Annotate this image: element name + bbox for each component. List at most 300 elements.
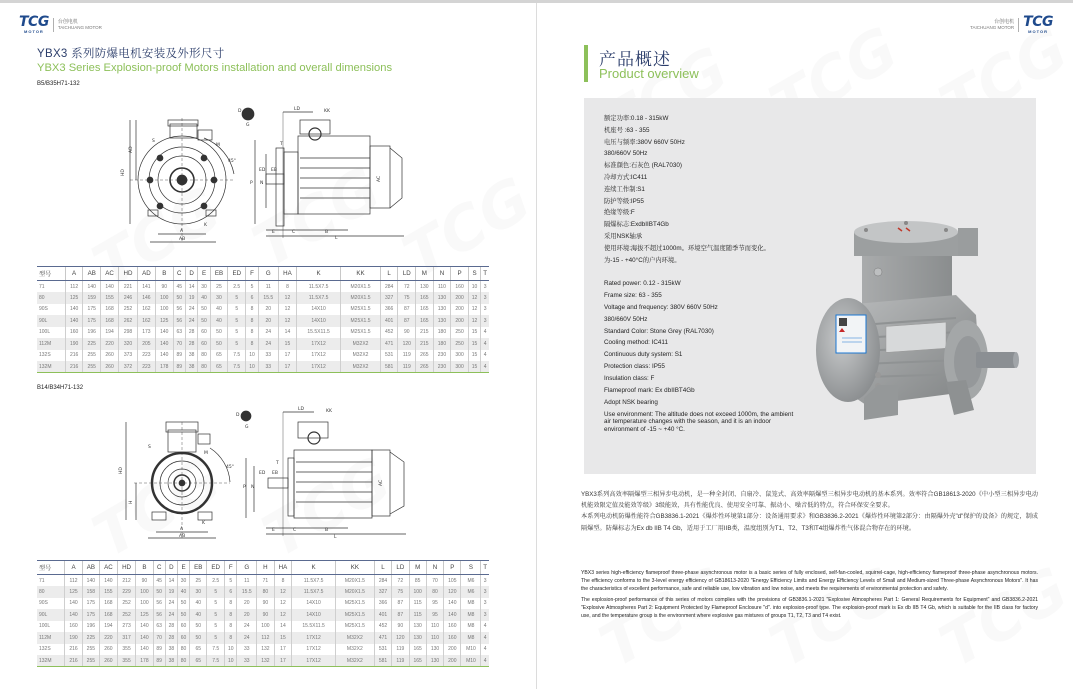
- dimension-cell: 7.5: [207, 655, 225, 667]
- dimension-cell: M8: [461, 621, 481, 633]
- dimension-cell: 115: [409, 598, 426, 610]
- dimension-cell: 190: [65, 338, 83, 350]
- dimension-cell: 56: [153, 609, 165, 621]
- dimension-cell: M25X1.5: [341, 304, 381, 316]
- dimension-cell: 260: [100, 655, 118, 667]
- dimension-cell: 14X10: [297, 304, 341, 316]
- dimension-cell: 33: [237, 655, 257, 667]
- dimension-cell: 50: [173, 292, 185, 304]
- dimension-cell: 40: [210, 315, 227, 327]
- dimension-cell: 14: [165, 575, 177, 587]
- dimension-cell: 355: [117, 655, 135, 667]
- svg-text:A: A: [180, 229, 184, 234]
- description-cn: [581, 489, 1038, 534]
- dimension-cell: 20: [258, 304, 278, 316]
- overview-title-cn: 产品概述: [599, 50, 671, 69]
- dimension-cell: 14X10: [297, 315, 341, 327]
- dimension-cell: 194: [100, 621, 118, 633]
- dimension-cell: 17X12: [297, 350, 341, 362]
- dimension-cell: 63: [173, 327, 185, 339]
- dimension-cell: 19: [165, 586, 177, 598]
- dimension-cell: 165: [416, 292, 434, 304]
- svg-text:L: L: [334, 535, 337, 540]
- dimension-cell: 5: [207, 586, 225, 598]
- dimension-cell: 11: [237, 575, 257, 587]
- dimension-cell: 50: [190, 621, 207, 633]
- spec-item: 380/660V 50Hz: [604, 315, 648, 323]
- dimension-cell: 5: [207, 609, 225, 621]
- dimension-cell: M32X2: [335, 632, 374, 644]
- dimension-cell: M25X1.5: [341, 315, 381, 327]
- dimension-cell: 12: [274, 609, 292, 621]
- spec-item: 为-15 - +40°C的户内环境。: [604, 256, 681, 264]
- table-row: [37, 327, 489, 339]
- dimension-drawing-b14: [100, 403, 420, 543]
- dimension-cell: 215: [416, 327, 434, 339]
- svg-text:A: A: [180, 527, 184, 532]
- svg-text:T: T: [280, 142, 283, 147]
- dimension-cell: 45: [153, 575, 165, 587]
- dimension-cell: 17X12: [292, 655, 335, 667]
- dimension-cell: 5: [207, 621, 225, 633]
- model-cell: 80: [37, 586, 65, 598]
- spec-item: 380/660V 50Hz: [604, 150, 648, 158]
- dimension-cell: M32X2: [335, 655, 374, 667]
- dimension-cell: 10: [468, 281, 480, 293]
- dimension-cell: 17: [278, 361, 296, 373]
- dimension-cell: 110: [426, 621, 443, 633]
- dimension-cell: 50: [177, 598, 189, 610]
- dimension-cell: M20X1.5: [341, 281, 381, 293]
- dimension-cell: 252: [117, 609, 135, 621]
- dimension-cell: 38: [165, 655, 177, 667]
- dimension-cell: 200: [451, 292, 469, 304]
- logo-mark: TCG: [19, 14, 49, 30]
- dimension-cell: 89: [173, 361, 185, 373]
- dimension-cell: 65: [190, 655, 207, 667]
- dimension-cell: 158: [82, 586, 99, 598]
- dimension-cell: 50: [210, 327, 227, 339]
- dimension-cell: 80: [177, 644, 189, 656]
- dimension-cell: 5: [228, 304, 246, 316]
- dimension-cell: 373: [119, 350, 138, 362]
- dimension-cell: 140: [65, 609, 82, 621]
- svg-text:45°: 45°: [226, 465, 234, 470]
- svg-text:B: B: [325, 230, 329, 235]
- overview-title-en: Product overview: [599, 66, 699, 81]
- svg-text:H: H: [129, 500, 134, 504]
- dimension-cell: 8: [225, 598, 237, 610]
- svg-text:T: T: [276, 461, 279, 466]
- dimension-cell: 120: [444, 586, 461, 598]
- dimension-cell: 50: [198, 304, 210, 316]
- dimension-cell: 15: [274, 632, 292, 644]
- dimension-cell: 90: [392, 621, 409, 633]
- dimension-cell: 200: [451, 315, 469, 327]
- dimension-cell: 5: [228, 338, 246, 350]
- dimension-cell: 452: [380, 327, 398, 339]
- dimension-cell: 260: [101, 350, 119, 362]
- dimension-cell: 140: [83, 281, 101, 293]
- dimension-cell: 115: [409, 609, 426, 621]
- dimension-cell: 140: [136, 644, 153, 656]
- dimension-cell: 38: [165, 644, 177, 656]
- dimension-cell: 130: [409, 632, 426, 644]
- dimension-cell: 5: [207, 598, 225, 610]
- dimension-cell: 196: [83, 327, 101, 339]
- model-cell: 100L: [39, 623, 51, 630]
- dimension-cell: 255: [82, 644, 99, 656]
- dimension-cell: 90: [257, 598, 274, 610]
- dimension-cell: 173: [137, 327, 155, 339]
- svg-text:AB: AB: [179, 534, 186, 539]
- dimension-cell: M8: [461, 609, 481, 621]
- dimension-cell: 200: [451, 304, 469, 316]
- dimension-cell: 130: [426, 644, 443, 656]
- dimension-cell: 90: [155, 281, 173, 293]
- dimension-cell: 8: [225, 609, 237, 621]
- dimension-cell: 178: [136, 655, 153, 667]
- paragraph: 本系列电动机防爆性能符合GB3836.1-2021《爆炸性环境第1部分：设备通用要求》和GB3836.2-2021《爆炸性环境第2部分：由隔爆外壳"d"保护的设备》的规定，制成隔爆型。防爆标志为Ex db IIB T4 Gb，适用于工厂用IIB类，温度组别为T1、T2、T3和T4组爆炸性气体混合物存在的环境。: [581, 513, 1038, 532]
- dimension-cell: 250: [451, 338, 469, 350]
- dimension-cell: 190: [65, 632, 82, 644]
- dimension-cell: 8: [225, 632, 237, 644]
- svg-text:N: N: [251, 485, 255, 490]
- svg-text:M: M: [204, 451, 208, 456]
- dimension-cell: 65: [210, 361, 227, 373]
- dimension-cell: 80: [426, 586, 443, 598]
- dimension-cell: 105: [444, 575, 461, 587]
- dimension-cell: 246: [119, 292, 138, 304]
- dimension-cell: 140: [100, 575, 118, 587]
- dimension-cell: M25X1.5: [341, 327, 381, 339]
- dimension-cell: 221: [119, 281, 138, 293]
- spec-item: Use environment: The altitude does not exceed 1000m, the ambient air temperature changes with the season, and it is an indoor environment of -15 ~ +40 °C.: [604, 410, 794, 433]
- dimension-cell: M8: [461, 598, 481, 610]
- dimension-cell: 60: [198, 338, 210, 350]
- dimension-cell: 70: [153, 632, 165, 644]
- table-row: [37, 644, 489, 656]
- dimension-cell: 165: [416, 304, 434, 316]
- table-row: [37, 632, 489, 644]
- model-cell: 90S: [39, 306, 48, 313]
- dimension-cell: 3: [481, 292, 489, 304]
- dimension-cell: 100: [136, 598, 153, 610]
- spec-item: 隔爆标志:ExdbIIBT4Gb: [604, 221, 669, 229]
- dimension-cell: 119: [392, 644, 409, 656]
- dimension-cell: 50: [210, 338, 227, 350]
- dimension-cell: M10: [461, 655, 481, 667]
- dimension-cell: 60: [177, 632, 189, 644]
- dimension-cell: 8: [246, 338, 258, 350]
- dimension-cell: 25: [210, 281, 227, 293]
- spec-panel: [584, 98, 1036, 474]
- spec-item: 冷却方式:IC411: [604, 173, 648, 181]
- svg-text:S: S: [152, 139, 155, 144]
- svg-text:G: G: [246, 123, 250, 128]
- dimension-cell: 60: [177, 621, 189, 633]
- dimension-cell: 11.5X7.5: [292, 586, 335, 598]
- dimension-cell: 255: [82, 655, 99, 667]
- spec-item: Adopt NSK bearing: [604, 398, 658, 406]
- dimension-cell: 366: [374, 598, 391, 610]
- dimension-cell: 8: [225, 621, 237, 633]
- dimension-cell: 12: [468, 304, 480, 316]
- spec-item: Cooling method: IC411: [604, 339, 668, 347]
- dimension-cell: 14X10: [292, 609, 335, 621]
- dimension-cell: 12: [278, 315, 296, 327]
- dimension-cell: 140: [136, 632, 153, 644]
- dimension-cell: 132: [257, 655, 274, 667]
- dimension-cell: 273: [117, 621, 135, 633]
- dimension-cell: 11.5X7.5: [297, 281, 341, 293]
- model-cell: 71: [39, 577, 45, 584]
- dimension-cell: 140: [65, 304, 83, 316]
- model-cell: 80: [37, 292, 65, 304]
- dimension-cell: 119: [398, 350, 416, 362]
- dimension-cell: 372: [119, 361, 138, 373]
- dimension-cell: 162: [137, 304, 155, 316]
- dimension-cell: 216: [65, 644, 82, 656]
- dimension-cell: 165: [409, 655, 426, 667]
- dimension-cell: 230: [433, 350, 451, 362]
- dimension-cell: 17X12: [292, 632, 335, 644]
- table-row: [37, 655, 489, 667]
- dimension-cell: 168: [101, 315, 119, 327]
- dimension-cell: 15.5X11.5: [297, 327, 341, 339]
- dimension-drawing-b5: [100, 98, 420, 258]
- dimension-cell: 119: [398, 361, 416, 373]
- section-label-b5: B5/B35H71-132: [37, 81, 80, 87]
- table-row: [37, 304, 489, 316]
- dimension-cell: 50: [198, 315, 210, 327]
- dimension-cell: 452: [374, 621, 391, 633]
- page-title-cn: YBX3 系列防爆电机安装及外形尺寸: [37, 48, 225, 60]
- dimension-cell: 5: [246, 281, 258, 293]
- model-cell: 132S: [39, 352, 51, 359]
- dimension-cell: 300: [451, 350, 469, 362]
- dimension-cell: 50: [153, 586, 165, 598]
- model-cell: 90L: [37, 609, 65, 621]
- model-cell: 100L: [39, 329, 51, 336]
- dimension-cell: M25X1.5: [335, 621, 374, 633]
- dimension-cell: 28: [185, 338, 197, 350]
- title-accent-bar: [584, 45, 588, 82]
- dimension-cell: 24: [185, 304, 197, 316]
- dimension-cell: 265: [416, 350, 434, 362]
- dimension-cell: 10: [246, 350, 258, 362]
- dimension-cell: 260: [100, 644, 118, 656]
- dimension-cell: 65: [210, 350, 227, 362]
- dimension-cell: 70: [173, 338, 185, 350]
- dimension-cell: 100: [155, 292, 173, 304]
- dimension-cell: M10: [461, 644, 481, 656]
- divider: [1018, 18, 1019, 32]
- dimension-cell: 125: [155, 315, 173, 327]
- svg-text:C: C: [293, 528, 297, 533]
- dimension-cell: 5: [228, 315, 246, 327]
- table-header-row: 型号 A AB AC HD AD B C D E EB ED F G HA K KK L LD M N P S T: [37, 267, 489, 281]
- dimension-cell: 250: [451, 327, 469, 339]
- dimension-cell: 17: [278, 350, 296, 362]
- dimension-cell: 320: [119, 338, 138, 350]
- dimension-cell: 125: [136, 609, 153, 621]
- svg-text:E: E: [272, 230, 275, 235]
- dimension-cell: 20: [237, 598, 257, 610]
- dimension-cell: 71: [257, 575, 274, 587]
- dimension-cell: 4: [481, 644, 489, 656]
- dimension-cell: 4: [481, 632, 489, 644]
- spec-item: Standard Color: Stone Grey (RAL7030): [604, 327, 714, 335]
- spec-item: 使用环境:海拔不超过1000m。环境空气温度随季节而变化。: [604, 244, 770, 252]
- dimension-cell: 366: [380, 304, 398, 316]
- model-cell: 112M: [37, 338, 65, 350]
- dimension-cell: 531: [374, 644, 391, 656]
- brand-logo: 台创电机 TAICHUANG MOTOR TCG MOTOR: [970, 14, 1053, 34]
- dimension-cell: 160: [444, 632, 461, 644]
- dimension-cell: 160: [451, 281, 469, 293]
- dimension-cell: 220: [100, 632, 118, 644]
- spec-item: Rated power: 0.12 - 315kW: [604, 280, 681, 287]
- dimension-cell: 260: [101, 361, 119, 373]
- dimension-cell: 2.5: [207, 575, 225, 587]
- dimension-cell: 60: [198, 327, 210, 339]
- dimension-cell: 40: [190, 609, 207, 621]
- dimension-cell: 70: [426, 575, 443, 587]
- dimension-cell: 17X12: [297, 338, 341, 350]
- svg-text:KK: KK: [326, 409, 332, 414]
- svg-text:B: B: [325, 528, 329, 533]
- dimension-cell: 140: [444, 609, 461, 621]
- dimension-cell: 33: [258, 361, 278, 373]
- dimension-cell: 175: [82, 598, 99, 610]
- dimension-cell: 471: [380, 338, 398, 350]
- dimension-cell: 10: [225, 644, 237, 656]
- specs-cn-list: [604, 113, 770, 266]
- dimension-cell: 130: [416, 281, 434, 293]
- dimension-cell: 180: [433, 327, 451, 339]
- model-cell: 132M: [37, 655, 65, 667]
- dimension-cell: 130: [433, 292, 451, 304]
- dimension-cell: 24: [237, 632, 257, 644]
- dimension-cell: 119: [392, 655, 409, 667]
- dimension-cell: M32X2: [341, 361, 381, 373]
- dimension-cell: 50: [190, 632, 207, 644]
- dimension-cell: 15.5: [258, 292, 278, 304]
- dimension-cell: 33: [237, 644, 257, 656]
- svg-text:EB: EB: [271, 168, 277, 173]
- dimensions-table-b5: [37, 266, 489, 373]
- dimension-cell: 100: [136, 586, 153, 598]
- dimension-cell: 125: [65, 292, 83, 304]
- dimension-cell: 63: [153, 621, 165, 633]
- dimension-cell: 17X12: [297, 361, 341, 373]
- dimension-cell: 72: [392, 575, 409, 587]
- logo-mark: TCG: [1023, 14, 1053, 30]
- dimension-cell: M20X1.5: [335, 575, 374, 587]
- dimension-cell: 8: [246, 304, 258, 316]
- dimension-cell: 140: [155, 338, 173, 350]
- dimension-cell: 15: [468, 327, 480, 339]
- dimension-cell: 355: [117, 644, 135, 656]
- dimension-cell: 3: [481, 575, 489, 587]
- dimension-cell: 262: [119, 315, 138, 327]
- table-row: [37, 586, 489, 598]
- dimension-cell: 140: [155, 327, 173, 339]
- dimension-cell: 317: [117, 632, 135, 644]
- dimension-cell: 100: [155, 304, 173, 316]
- dimension-cell: 112: [65, 575, 82, 587]
- svg-text:AD: AD: [129, 146, 134, 153]
- dimension-cell: 15: [468, 350, 480, 362]
- dimension-cell: 265: [416, 361, 434, 373]
- dimension-cell: 8: [274, 575, 292, 587]
- dimension-cell: 132: [257, 644, 274, 656]
- dimension-cell: 112: [257, 632, 274, 644]
- dimension-cell: 2.5: [228, 281, 246, 293]
- page-title-en: YBX3 Series Explosion-proof Motors installation and overall dimensions: [37, 62, 393, 74]
- dimension-cell: 5: [228, 327, 246, 339]
- dimension-cell: 19: [185, 292, 197, 304]
- dimension-cell: 100: [257, 621, 274, 633]
- dimension-cell: 80: [198, 361, 210, 373]
- model-cell: 132S: [39, 646, 51, 653]
- svg-text:D: D: [238, 109, 242, 114]
- dimension-cell: 140: [65, 598, 82, 610]
- dimension-cell: M8: [461, 632, 481, 644]
- dimension-cell: 38: [185, 361, 197, 373]
- dimension-cell: 130: [409, 621, 426, 633]
- table-row: [37, 292, 489, 304]
- dimension-cell: 12: [274, 598, 292, 610]
- dimension-cell: 80: [257, 586, 274, 598]
- dimension-cell: 12: [278, 292, 296, 304]
- dimension-cell: M25X1.5: [335, 609, 374, 621]
- dimension-cell: 12: [278, 304, 296, 316]
- svg-text:HD: HD: [119, 467, 124, 474]
- dimension-cell: 175: [83, 315, 101, 327]
- svg-text:E: E: [272, 528, 275, 533]
- svg-text:ED: ED: [259, 471, 266, 476]
- dimension-cell: 40: [210, 304, 227, 316]
- svg-text:AC: AC: [379, 479, 384, 486]
- spec-item: Flameproof mark: Ex dbIIBT4Gb: [604, 387, 695, 395]
- spec-item: Protection class: IP55: [604, 363, 665, 371]
- dimension-cell: 72: [398, 281, 416, 293]
- dimension-cell: 80: [177, 655, 189, 667]
- dimension-cell: 471: [374, 632, 391, 644]
- dimension-cell: 327: [374, 586, 391, 598]
- dimension-cell: 28: [165, 621, 177, 633]
- dimension-cell: 28: [165, 632, 177, 644]
- dimension-cell: 8: [246, 315, 258, 327]
- spec-item: 防护等级:IP55: [604, 197, 644, 205]
- dimension-cell: 3: [481, 315, 489, 327]
- dimension-cell: M32X2: [341, 350, 381, 362]
- dimension-cell: 130: [433, 304, 451, 316]
- dimension-cell: 11: [258, 281, 278, 293]
- table-row: [37, 281, 489, 293]
- dimension-cell: 15: [278, 338, 296, 350]
- svg-text:N: N: [260, 181, 264, 186]
- svg-text:LD: LD: [298, 407, 304, 412]
- model-cell: 90L: [37, 315, 65, 327]
- dimension-cell: 168: [100, 609, 118, 621]
- dimension-cell: 33: [258, 350, 278, 362]
- svg-text:L: L: [335, 236, 338, 241]
- dimension-cell: 90: [257, 609, 274, 621]
- svg-text:K: K: [204, 223, 207, 228]
